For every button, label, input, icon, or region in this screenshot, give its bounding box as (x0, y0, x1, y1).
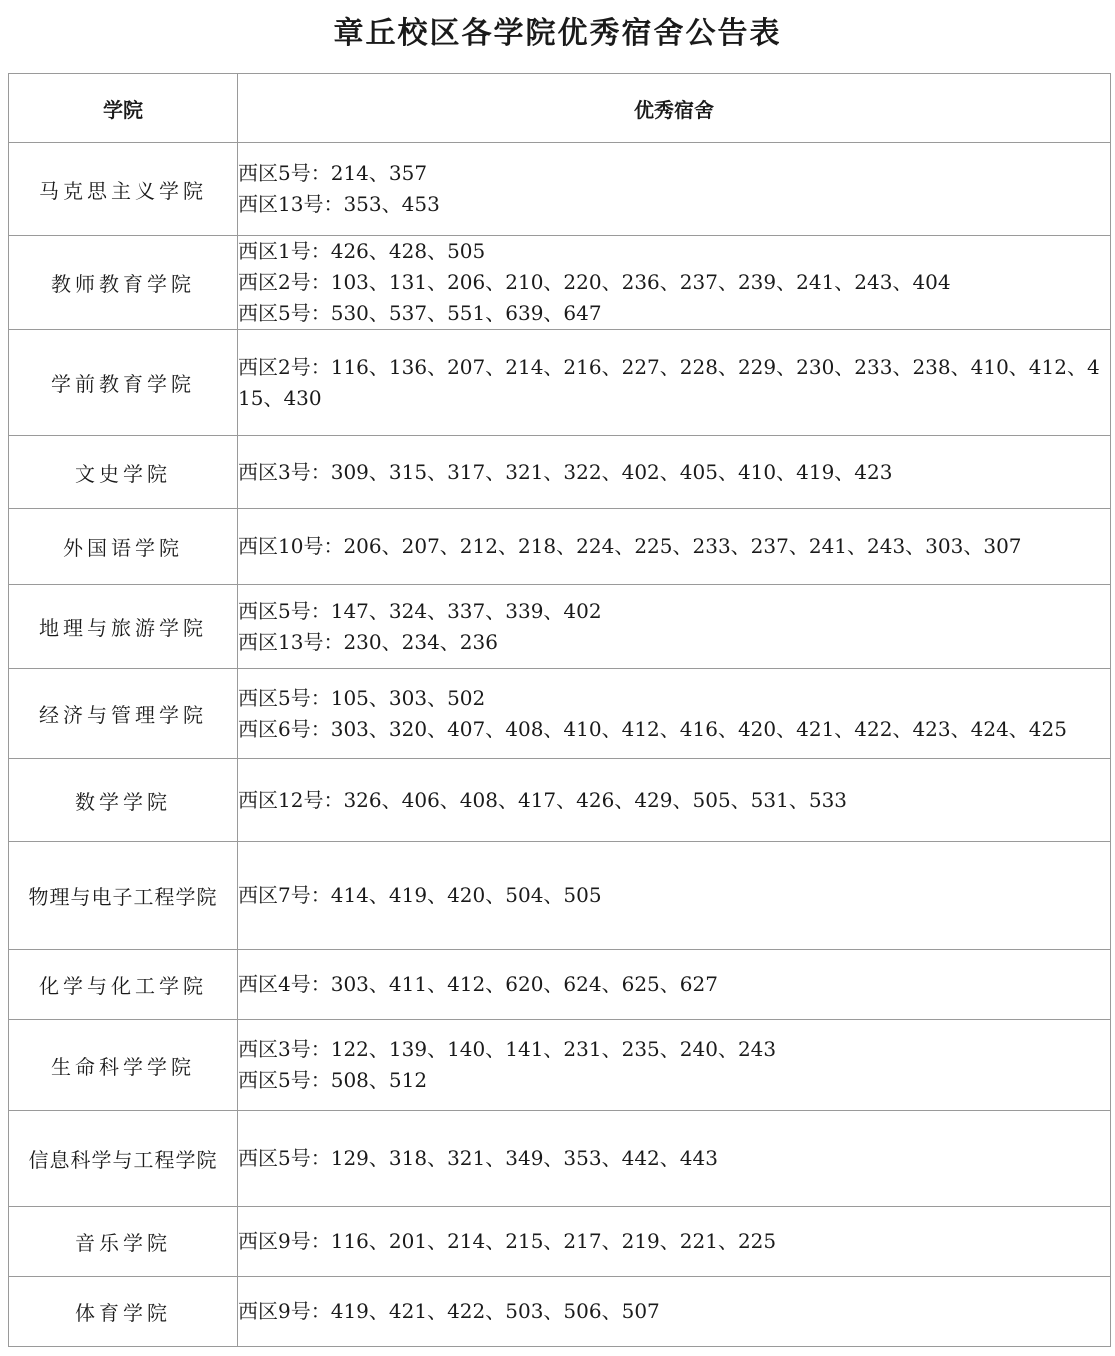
dorm-list (238, 236, 1111, 330)
table-row (9, 669, 1111, 759)
college-name: 地理与旅游学院 (9, 585, 238, 669)
dorm-list (238, 1111, 1111, 1207)
dorm-list (238, 436, 1111, 509)
table-row (9, 509, 1111, 585)
college-name: 物理与电子工程学院 (9, 842, 238, 950)
dorm-list (238, 585, 1111, 669)
table-row (9, 330, 1111, 436)
dorm-list (238, 1020, 1111, 1111)
dorm-list (238, 759, 1111, 842)
dorm-entry: 西区1号：426、428、505 (238, 239, 486, 263)
dorm-entry: 西区13号：230、234、236 (238, 629, 498, 654)
table-row (9, 436, 1111, 509)
table-row (9, 759, 1111, 842)
table-row (9, 585, 1111, 669)
college-name: 体育学院 (9, 1277, 238, 1347)
college-name: 文史学院 (9, 436, 238, 509)
college-name: 外国语学院 (9, 509, 238, 585)
college-name: 音乐学院 (9, 1207, 238, 1277)
dorm-entry: 西区3号：122、139、140、141、231、235、240、243 (238, 1037, 777, 1061)
college-name: 教师教育学院 (9, 236, 238, 330)
dorm-list (238, 1277, 1111, 1347)
dorm-list (238, 669, 1111, 759)
table-row (9, 1111, 1111, 1207)
dorm-entry: 西区5号：214、357 (238, 161, 428, 185)
dorm-entry: 西区5号：530、537、551、639、647 (238, 301, 602, 325)
dorm-entry: 西区5号：508、512 (238, 1068, 428, 1092)
dorm-list (238, 950, 1111, 1020)
dorm-entry: 西区5号：105、303、502 (238, 685, 486, 710)
dorm-list (238, 1207, 1111, 1277)
dorm-entry: 西区2号：103、131、206、210、220、236、237、239、241、243、404 (238, 270, 951, 294)
header-college: 学院 (9, 74, 238, 143)
table-header-row (9, 74, 1111, 143)
dorm-entry: 西区7号：414、419、420、504、505 (238, 883, 602, 907)
college-name: 数学学院 (9, 759, 238, 842)
table-row (9, 950, 1111, 1020)
table-row (9, 236, 1111, 330)
dorm-entry: 西区10号：206、207、212、218、224、225、233、237、241、243、303、307 (238, 534, 1022, 558)
college-name: 生命科学学院 (9, 1020, 238, 1111)
table-row (9, 1277, 1111, 1347)
dorm-entry: 西区2号：116、136、207、214、216、227、228、229、230、233、238、410、412、415、430 (238, 354, 1100, 410)
document-title: 章丘校区各学院优秀宿舍公告表 (333, 16, 782, 51)
dorm-list (238, 143, 1111, 236)
dorm-entry: 西区5号：129、318、321、349、353、442、443 (238, 1146, 718, 1170)
dorm-entry: 西区4号：303、411、412、620、624、625、627 (238, 972, 718, 996)
college-name: 化学与化工学院 (9, 950, 238, 1020)
dormitory-table (8, 73, 1111, 1347)
dorm-entry: 西区6号：303、320、407、408、410、412、416、420、421、422、423、424、425 (238, 716, 1067, 741)
dorm-list (238, 330, 1111, 436)
college-name: 马克思主义学院 (9, 143, 238, 236)
dorm-entry: 西区13号：353、453 (238, 192, 440, 216)
college-name: 信息科学与工程学院 (9, 1111, 238, 1207)
college-name: 学前教育学院 (9, 330, 238, 436)
dorm-entry: 西区5号：147、324、337、339、402 (238, 598, 602, 623)
dorm-list (238, 509, 1111, 585)
dorm-entry: 西区3号：309、315、317、321、322、402、405、410、419、423 (238, 459, 893, 484)
table-row (9, 842, 1111, 950)
college-name: 经济与管理学院 (9, 669, 238, 759)
dorm-entry: 西区12号：326、406、408、417、426、429、505、531、533 (238, 787, 848, 812)
dorm-entry: 西区9号：419、421、422、503、506、507 (238, 1299, 660, 1323)
dorm-entry: 西区9号：116、201、214、215、217、219、221、225 (238, 1229, 777, 1253)
table-row (9, 1020, 1111, 1111)
table-row (9, 1207, 1111, 1277)
dorm-list (238, 842, 1111, 950)
header-dorms: 优秀宿舍 (238, 74, 1111, 143)
table-row (9, 143, 1111, 236)
